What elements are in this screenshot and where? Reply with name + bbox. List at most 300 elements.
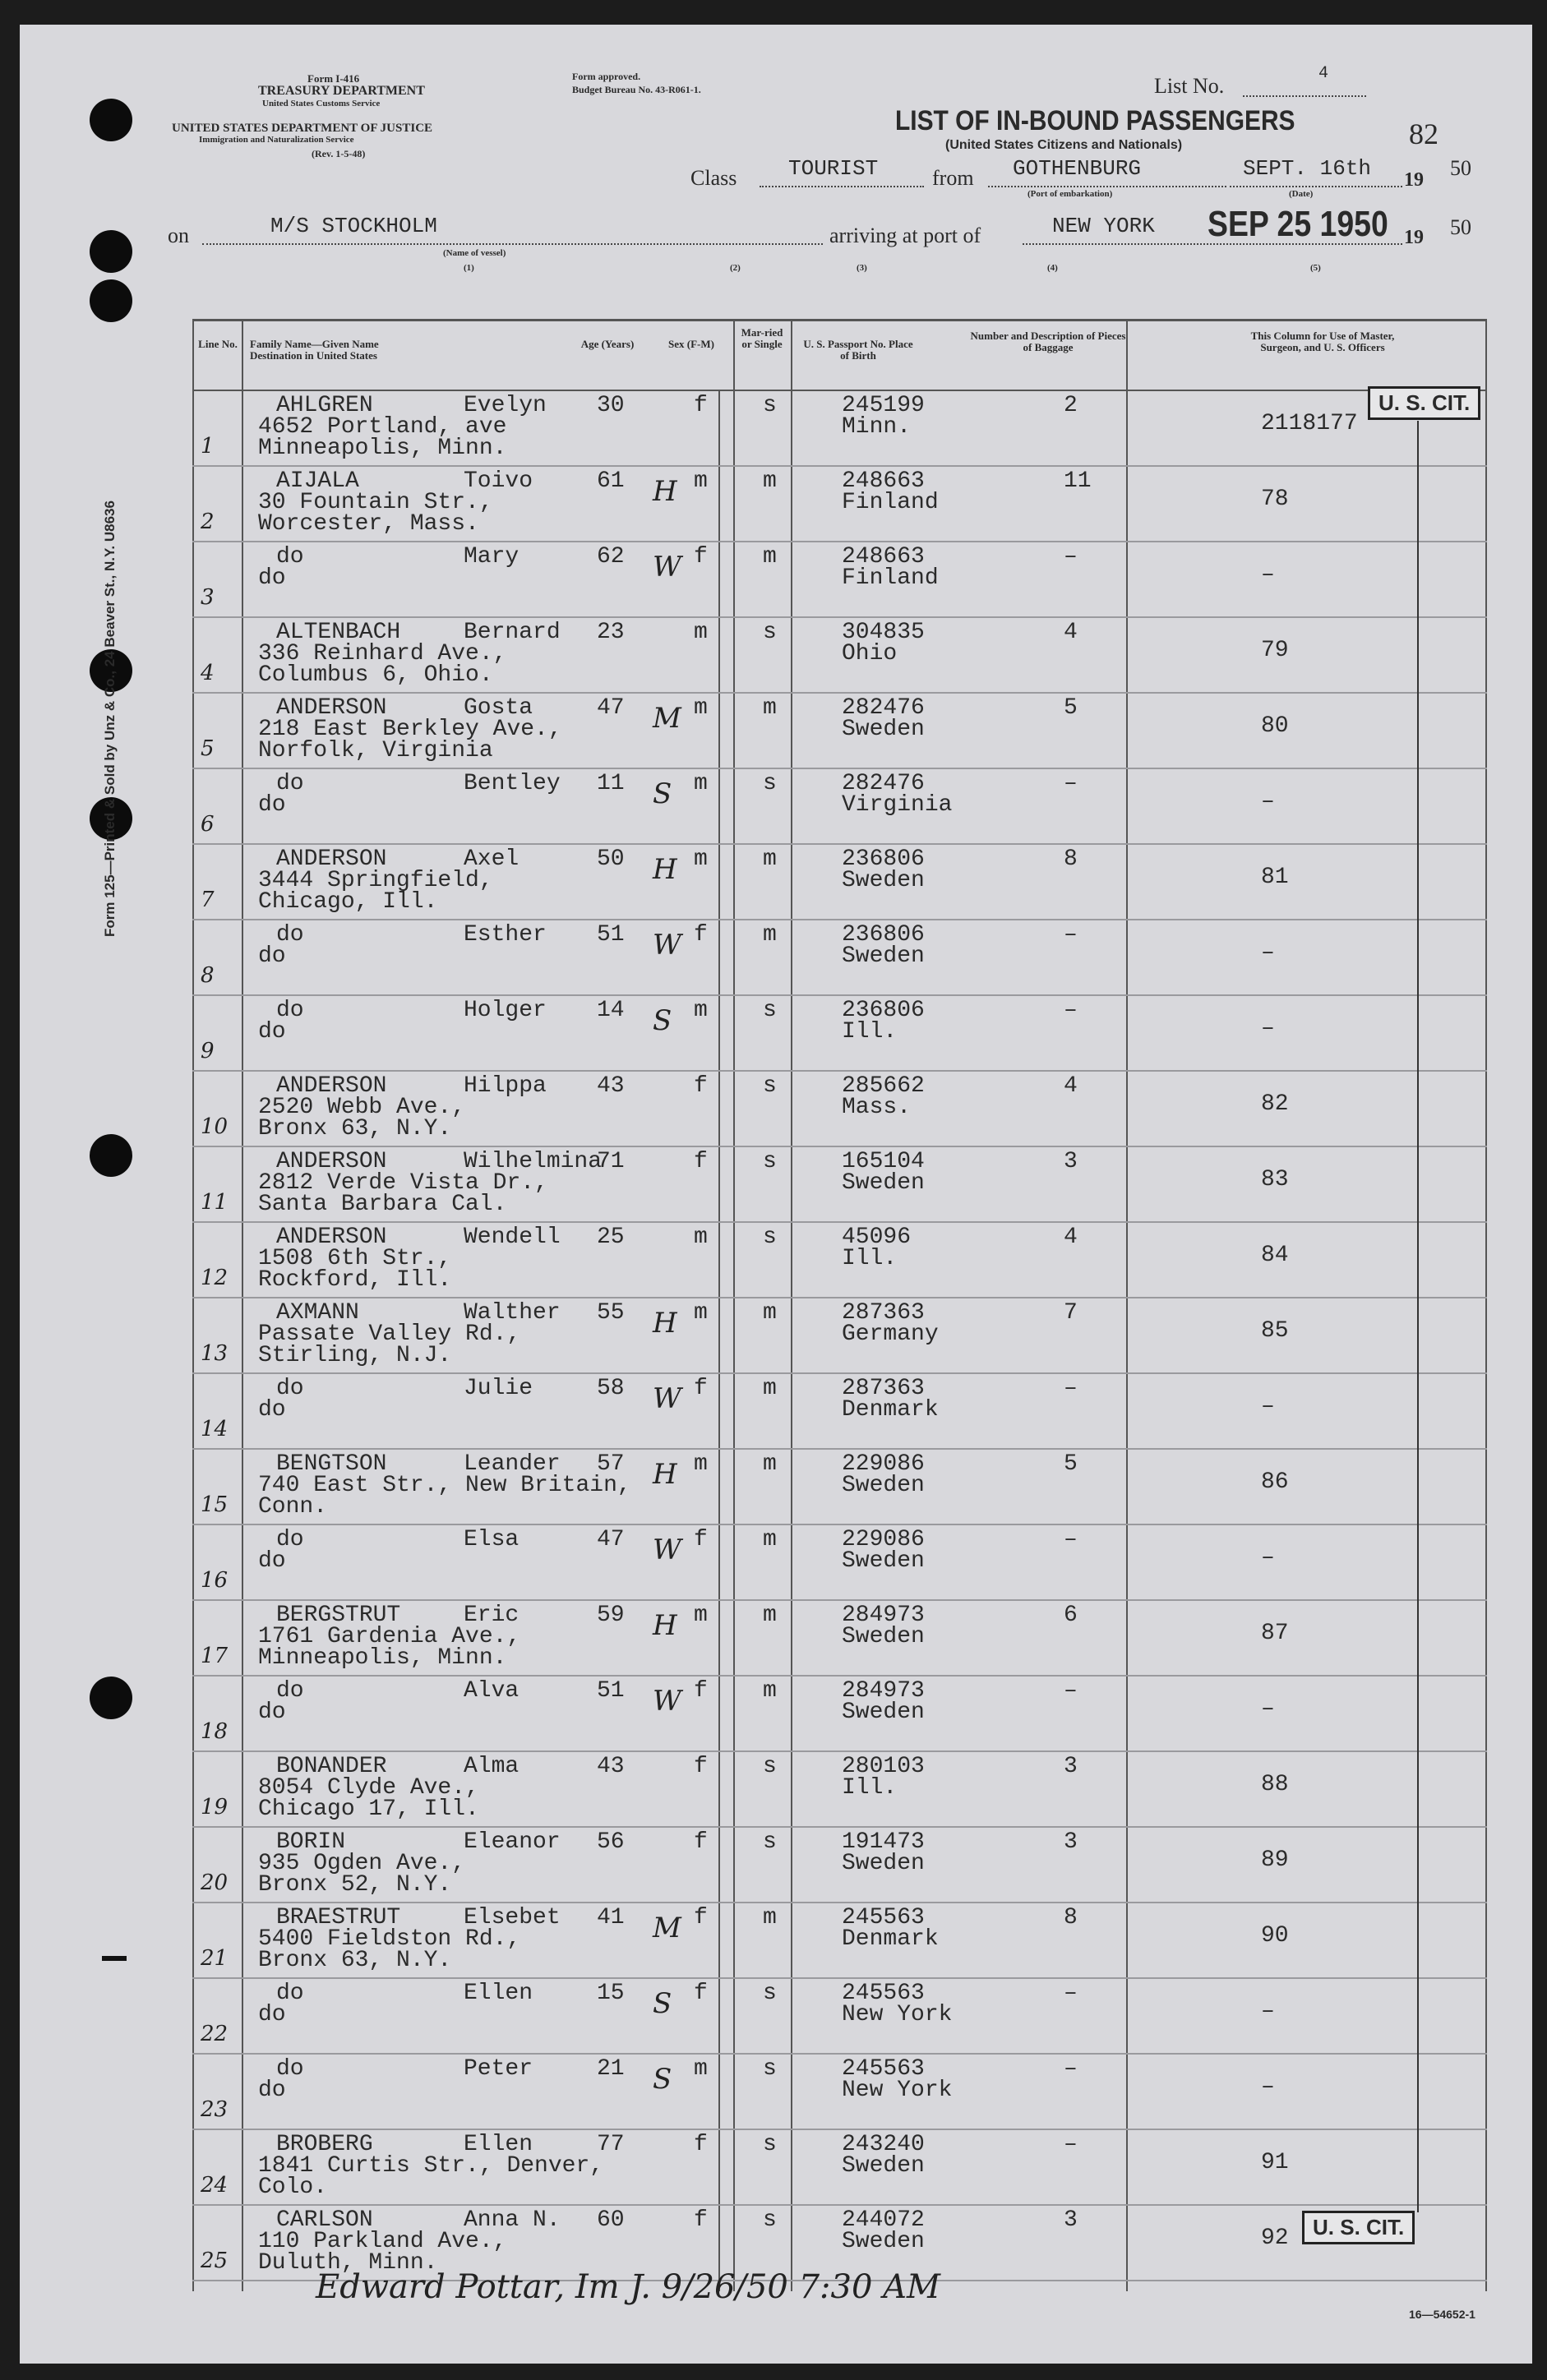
baggage-count: 3: [1064, 1149, 1078, 1174]
place-of-birth: Sweden: [842, 1473, 925, 1498]
baggage-count: –: [1064, 771, 1078, 796]
given-name: Bernard: [464, 620, 561, 645]
page-title: LIST OF IN-BOUND PASSENGERS: [895, 105, 1295, 136]
place-of-birth: Minn.: [842, 414, 912, 440]
passport-number: 248663: [842, 468, 925, 494]
marital-status: m: [763, 1527, 777, 1552]
arriving-label: arriving at port of: [829, 224, 981, 247]
baggage-count: 3: [1064, 1754, 1078, 1779]
row-divider: [192, 2053, 1487, 2055]
row-divider: [192, 2204, 1487, 2206]
destination-line1: 2520 Webb Ave.,: [258, 1095, 466, 1120]
handwritten-relationship-mark: W: [653, 1685, 681, 1718]
given-name: Wilhelmina: [464, 1149, 603, 1174]
officer-note: 89: [1261, 1847, 1289, 1873]
row-line-number: 24: [201, 2173, 229, 2198]
destination-line1: Passate Valley Rd.,: [258, 1321, 521, 1347]
family-name: ANDERSON: [276, 695, 387, 721]
baggage-count: –: [1064, 2056, 1078, 2082]
row-divider: [192, 1070, 1487, 1072]
place-of-birth: Denmark: [842, 1926, 939, 1952]
officer-note: 86: [1261, 1469, 1289, 1495]
passport-number: 245563: [842, 1905, 925, 1930]
col-num-5: (5): [1310, 263, 1321, 273]
sex-value: f: [694, 1905, 708, 1930]
given-name: Alma: [464, 1754, 520, 1779]
given-name: Walther: [464, 1300, 561, 1326]
family-name: do: [276, 1527, 304, 1552]
row-divider: [192, 1750, 1487, 1752]
place-of-birth: Virginia: [842, 792, 953, 818]
row-line-number: 23: [201, 2097, 229, 2122]
officer-note: 81: [1261, 865, 1289, 890]
row-line-number: 25: [201, 2249, 229, 2273]
passport-number: 229086: [842, 1451, 925, 1477]
family-name: do: [276, 1981, 304, 2006]
passport-number: 244072: [842, 2207, 925, 2233]
place-of-birth: Denmark: [842, 1397, 939, 1423]
age-value: 43: [597, 1754, 625, 1779]
destination-line1: 1508 6th Str.,: [258, 1246, 452, 1271]
handwritten-relationship-mark: W: [653, 1534, 681, 1566]
passport-number: 245199: [842, 393, 925, 418]
officer-note: 78: [1261, 487, 1289, 512]
baggage-count: 8: [1064, 846, 1078, 872]
family-name: BROBERG: [276, 2132, 373, 2157]
family-name: do: [276, 544, 304, 570]
sex-value: m: [694, 1225, 708, 1250]
passport-number: 236806: [842, 846, 925, 872]
destination-line1: do: [258, 1397, 286, 1423]
family-name: ANDERSON: [276, 1225, 387, 1250]
destination-line2: Conn.: [258, 1494, 328, 1520]
given-name: Peter: [464, 2056, 533, 2082]
destination-line1: 1841 Curtis Str., Denver,: [258, 2153, 604, 2179]
sex-value: f: [694, 1754, 708, 1779]
baggage-count: –: [1064, 998, 1078, 1023]
page-subtitle: (United States Citizens and Nationals): [945, 138, 1183, 152]
passport-number: 236806: [842, 922, 925, 948]
row-divider: [192, 465, 1487, 467]
officer-note: 84: [1261, 1243, 1289, 1268]
age-value: 47: [597, 695, 625, 721]
row-divider: [192, 541, 1487, 542]
handwritten-relationship-mark: H: [653, 1609, 677, 1642]
handwritten-relationship-mark: W: [653, 551, 681, 583]
baggage-count: 3: [1064, 1829, 1078, 1855]
row-line-number: 12: [201, 1266, 229, 1290]
footer-code: 16—54652-1: [1409, 2308, 1475, 2321]
handwritten-relationship-mark: W: [653, 1382, 681, 1415]
row-line-number: 15: [201, 1492, 229, 1517]
given-name: Esther: [464, 922, 547, 948]
family-name: ALTENBACH: [276, 620, 401, 645]
passport-number: 282476: [842, 771, 925, 796]
place-of-birth: Sweden: [842, 1624, 925, 1649]
col-num-2: (2): [730, 263, 741, 273]
passport-number: 287363: [842, 1376, 925, 1401]
col-passport: U. S. Passport No. Place of Birth: [803, 338, 913, 362]
destination-line1: do: [258, 2002, 286, 2027]
given-name: Anna N.: [464, 2207, 561, 2233]
col-num-1: (1): [464, 263, 474, 273]
place-of-birth: Sweden: [842, 2153, 925, 2179]
passport-number: 245563: [842, 2056, 925, 2082]
embark-date: SEPT. 16th: [1243, 156, 1372, 181]
dept-justice: UNITED STATES DEPARTMENT OF JUSTICE: [172, 122, 433, 135]
officer-note: –: [1261, 1016, 1275, 1041]
destination-line2: Columbus 6, Ohio.: [258, 662, 493, 688]
baggage-count: –: [1064, 1678, 1078, 1704]
punch-hole: [90, 279, 132, 322]
passport-number: 304835: [842, 620, 925, 645]
age-value: 61: [597, 468, 625, 494]
sex-value: f: [694, 1678, 708, 1704]
passport-number: 248663: [842, 544, 925, 570]
officer-note: –: [1261, 789, 1275, 814]
row-line-number: 11: [201, 1190, 229, 1215]
baggage-count: 4: [1064, 1073, 1078, 1099]
officer-note: 85: [1261, 1318, 1289, 1344]
tick-mark: [102, 1956, 127, 1961]
destination-line1: 110 Parkland Ave.,: [258, 2229, 507, 2254]
handwritten-relationship-mark: M: [653, 1912, 681, 1944]
age-value: 41: [597, 1905, 625, 1930]
row-line-number: 7: [201, 888, 215, 912]
sex-value: m: [694, 998, 708, 1023]
place-of-birth: Sweden: [842, 943, 925, 969]
row-line-number: 4: [201, 661, 215, 685]
family-name: AXMANN: [276, 1300, 359, 1326]
destination-line2: Colo.: [258, 2175, 328, 2200]
marital-status: m: [763, 1300, 777, 1326]
destination-line1: 30 Fountain Str.,: [258, 490, 493, 515]
baggage-count: –: [1064, 2132, 1078, 2157]
stamp-bracket-line: [1417, 421, 1419, 2212]
officer-note: –: [1261, 1696, 1275, 1722]
officer-note: 92: [1261, 2225, 1289, 2251]
sex-value: m: [694, 1300, 708, 1326]
passport-number: 285662: [842, 1073, 925, 1099]
family-name: BENGTSON: [276, 1451, 387, 1477]
row-divider: [192, 1524, 1487, 1525]
age-value: 56: [597, 1829, 625, 1855]
place-of-birth: Mass.: [842, 1095, 912, 1120]
family-name: do: [276, 2056, 304, 2082]
family-name: do: [276, 922, 304, 948]
row-line-number: 18: [201, 1719, 229, 1744]
destination-line2: Duluth, Minn.: [258, 2250, 438, 2276]
given-name: Alva: [464, 1678, 520, 1704]
place-of-birth: Sweden: [842, 717, 925, 742]
vessel-caption: (Name of vessel): [443, 248, 506, 258]
passport-number: 45096: [842, 1225, 912, 1250]
row-line-number: 13: [201, 1341, 229, 1366]
place-of-birth: Finland: [842, 565, 939, 591]
given-name: Elsa: [464, 1527, 520, 1552]
age-value: 62: [597, 544, 625, 570]
us-citizen-stamp-bottom: U. S. CIT.: [1302, 2211, 1415, 2244]
sex-value: f: [694, 393, 708, 418]
baggage-count: 7: [1064, 1300, 1078, 1326]
destination-line1: do: [258, 1700, 286, 1725]
row-line-number: 19: [201, 1795, 229, 1820]
punch-hole: [90, 230, 132, 273]
passport-number: 243240: [842, 2132, 925, 2157]
passport-number: 191473: [842, 1829, 925, 1855]
sex-value: f: [694, 2132, 708, 2157]
passport-number: 284973: [842, 1678, 925, 1704]
baggage-count: 4: [1064, 620, 1078, 645]
family-name: do: [276, 1678, 304, 1704]
baggage-count: 8: [1064, 1905, 1078, 1930]
baggage-count: 6: [1064, 1603, 1078, 1628]
passport-number: 229086: [842, 1527, 925, 1552]
family-name: do: [276, 771, 304, 796]
row-line-number: 6: [201, 812, 215, 837]
row-divider: [192, 1297, 1487, 1298]
officer-note: 83: [1261, 1167, 1289, 1192]
destination-line2: Chicago, Ill.: [258, 889, 438, 915]
form-number: Form I-416: [307, 72, 360, 85]
age-value: 50: [597, 846, 625, 872]
destination-line1: do: [258, 2078, 286, 2103]
marital-status: m: [763, 468, 777, 494]
destination-line2: Norfolk, Virginia: [258, 738, 493, 763]
officer-note: 90: [1261, 1923, 1289, 1949]
marital-status: s: [763, 1981, 777, 2006]
place-of-birth: Germany: [842, 1321, 939, 1347]
place-of-birth: Sweden: [842, 2229, 925, 2254]
port-embark-caption: (Port of embarkation): [1027, 189, 1113, 199]
destination-line2: Worcester, Mass.: [258, 511, 479, 537]
row-divider: [192, 1372, 1487, 1374]
officer-note: –: [1261, 1545, 1275, 1571]
baggage-count: 11: [1064, 468, 1092, 494]
baggage-count: –: [1064, 922, 1078, 948]
age-value: 23: [597, 620, 625, 645]
destination-line1: 5400 Fieldston Rd.,: [258, 1926, 521, 1952]
given-name: Leander: [464, 1451, 561, 1477]
marital-status: s: [763, 1149, 777, 1174]
age-value: 21: [597, 2056, 625, 2082]
family-name: BONANDER: [276, 1754, 387, 1779]
baggage-count: –: [1064, 1527, 1078, 1552]
row-line-number: 3: [201, 585, 215, 610]
printer-imprint: Form 125—Printed & Sold by Unz & Co., 24 Beaver St., N.Y. U8636: [102, 500, 118, 937]
row-divider: [192, 994, 1487, 996]
handwritten-relationship-mark: H: [653, 1307, 677, 1340]
baggage-count: –: [1064, 1376, 1078, 1401]
place-of-birth: Sweden: [842, 868, 925, 893]
destination-line1: 1761 Gardenia Ave.,: [258, 1624, 521, 1649]
officer-note: –: [1261, 940, 1275, 966]
manifest-page: [20, 25, 1532, 2364]
age-value: 51: [597, 922, 625, 948]
officer-note: 87: [1261, 1621, 1289, 1646]
given-name: Hilppa: [464, 1073, 547, 1099]
marital-status: s: [763, 2132, 777, 2157]
sex-value: m: [694, 468, 708, 494]
row-divider: [192, 1146, 1487, 1147]
handwritten-relationship-mark: S: [653, 777, 672, 810]
passport-number: 287363: [842, 1300, 925, 1326]
destination-line1: 218 East Berkley Ave.,: [258, 717, 562, 742]
destination-line2: Chicago 17, Ill.: [258, 1797, 479, 1822]
class-label: Class: [690, 166, 737, 190]
handwritten-relationship-mark: H: [653, 853, 677, 886]
row-divider: [192, 692, 1487, 694]
sex-value: m: [694, 771, 708, 796]
sex-value: f: [694, 1829, 708, 1855]
destination-line1: do: [258, 1548, 286, 1574]
given-name: Holger: [464, 998, 547, 1023]
inspector-signature: Edward Pottar, Im J. 9/26/50 7:30 AM: [316, 2268, 940, 2306]
baggage-count: 3: [1064, 2207, 1078, 2233]
row-divider: [192, 1902, 1487, 1903]
given-name: Evelyn: [464, 393, 547, 418]
place-of-birth: Sweden: [842, 1700, 925, 1725]
list-no-label: List No.: [1154, 74, 1225, 98]
destination-line2: Rockford, Ill.: [258, 1267, 452, 1293]
sex-value: m: [694, 620, 708, 645]
port-arrival-value: NEW YORK: [1052, 214, 1155, 238]
marital-status: m: [763, 1678, 777, 1704]
sex-value: f: [694, 1527, 708, 1552]
row-line-number: 5: [201, 736, 215, 761]
destination-line1: 3444 Springfield,: [258, 868, 493, 893]
year1-value: 50: [1450, 156, 1471, 180]
place-of-birth: New York: [842, 2078, 953, 2103]
sheet-number: 82: [1409, 118, 1438, 150]
destination-line1: 935 Ogden Ave.,: [258, 1851, 466, 1876]
place-of-birth: Sweden: [842, 1851, 925, 1876]
place-of-birth: Ill.: [842, 1775, 898, 1801]
row-divider: [192, 2129, 1487, 2130]
row-line-number: 14: [201, 1417, 229, 1441]
row-line-number: 20: [201, 1870, 229, 1895]
row-line-number: 1: [201, 434, 215, 459]
place-of-birth: New York: [842, 2002, 953, 2027]
officer-note: 88: [1261, 1772, 1289, 1797]
officer-note: –: [1261, 1394, 1275, 1419]
officer-note: –: [1261, 562, 1275, 588]
given-name: Gosta: [464, 695, 533, 721]
handwritten-relationship-mark: S: [653, 1004, 672, 1037]
passport-number: 282476: [842, 695, 925, 721]
row-divider: [192, 1826, 1487, 1828]
form-approved: Form approved.: [572, 71, 641, 82]
age-value: 15: [597, 1981, 625, 2006]
given-name: Ellen: [464, 2132, 533, 2157]
list-no-value: 4: [1318, 64, 1329, 83]
row-line-number: 10: [201, 1114, 229, 1139]
row-divider: [192, 1977, 1487, 1979]
place-of-birth: Sweden: [842, 1548, 925, 1574]
row-divider: [192, 616, 1487, 618]
baggage-count: 5: [1064, 695, 1078, 721]
col-baggage: Number and Description of Pieces of Baggage: [970, 330, 1126, 353]
col-line-no: Line No.: [198, 338, 238, 350]
age-value: 59: [597, 1603, 625, 1628]
destination-line2: Minneapolis, Minn.: [258, 436, 507, 461]
sex-value: m: [694, 695, 708, 721]
dept-treasury: TREASURY DEPARTMENT: [258, 84, 425, 98]
row-line-number: 8: [201, 963, 215, 988]
sex-value: f: [694, 922, 708, 948]
destination-line1: 740 East Str., New Britain,: [258, 1473, 631, 1498]
from-label: from: [932, 166, 974, 190]
destination-line1: do: [258, 565, 286, 591]
family-name: do: [276, 1376, 304, 1401]
row-divider: [192, 1599, 1487, 1601]
sex-value: m: [694, 846, 708, 872]
family-name: BORIN: [276, 1829, 346, 1855]
sex-value: m: [694, 1603, 708, 1628]
destination-line1: do: [258, 943, 286, 969]
family-name: ANDERSON: [276, 846, 387, 872]
passport-number: 165104: [842, 1149, 925, 1174]
handwritten-relationship-mark: S: [653, 1987, 672, 2020]
destination-line2: Santa Barbara Cal.: [258, 1192, 507, 1217]
marital-status: s: [763, 1754, 777, 1779]
given-name: Eric: [464, 1603, 520, 1628]
officer-note: 82: [1261, 1091, 1289, 1117]
form-revision: (Rev. 1-5-48): [312, 148, 366, 159]
destination-line1: 4652 Portland, ave: [258, 414, 507, 440]
col-num-3: (3): [857, 263, 867, 273]
age-value: 47: [597, 1527, 625, 1552]
baggage-count: 5: [1064, 1451, 1078, 1477]
place-of-birth: Ohio: [842, 641, 898, 666]
punch-hole: [90, 1677, 132, 1719]
arrival-date-stamp: SEP 25 1950: [1208, 204, 1388, 244]
marital-status: m: [763, 1376, 777, 1401]
us-citizen-stamp-top: U. S. CIT.: [1368, 386, 1480, 420]
given-name: Ellen: [464, 1981, 533, 2006]
list-no-line: [1243, 74, 1366, 97]
row-line-number: 9: [201, 1039, 215, 1063]
place-of-birth: Sweden: [842, 1170, 925, 1196]
baggage-count: –: [1064, 1981, 1078, 2006]
year2-prefix: 19: [1404, 227, 1424, 248]
destination-line2: Bronx 63, N.Y.: [258, 1116, 452, 1142]
marital-status: s: [763, 620, 777, 645]
row-line-number: 16: [201, 1568, 229, 1593]
destination-line1: 2812 Verde Vista Dr.,: [258, 1170, 548, 1196]
col-num-4: (4): [1047, 263, 1058, 273]
row-line-number: 17: [201, 1644, 229, 1668]
sex-value: f: [694, 1981, 708, 2006]
col-age: Age (Years): [580, 338, 635, 350]
passport-number: 280103: [842, 1754, 925, 1779]
sex-value: f: [694, 1073, 708, 1099]
officer-note: 91: [1261, 2150, 1289, 2175]
punch-hole: [90, 99, 132, 141]
age-value: 77: [597, 2132, 625, 2157]
passport-number: 245563: [842, 1981, 925, 2006]
baggage-count: 2: [1064, 393, 1078, 418]
age-value: 14: [597, 998, 625, 1023]
age-value: 30: [597, 393, 625, 418]
age-value: 71: [597, 1149, 625, 1174]
family-name: ANDERSON: [276, 1073, 387, 1099]
given-name: Elsebet: [464, 1905, 561, 1930]
family-name: ANDERSON: [276, 1149, 387, 1174]
age-value: 11: [597, 771, 625, 796]
handwritten-relationship-mark: H: [653, 1458, 677, 1491]
dept-customs: United States Customs Service: [262, 99, 381, 108]
